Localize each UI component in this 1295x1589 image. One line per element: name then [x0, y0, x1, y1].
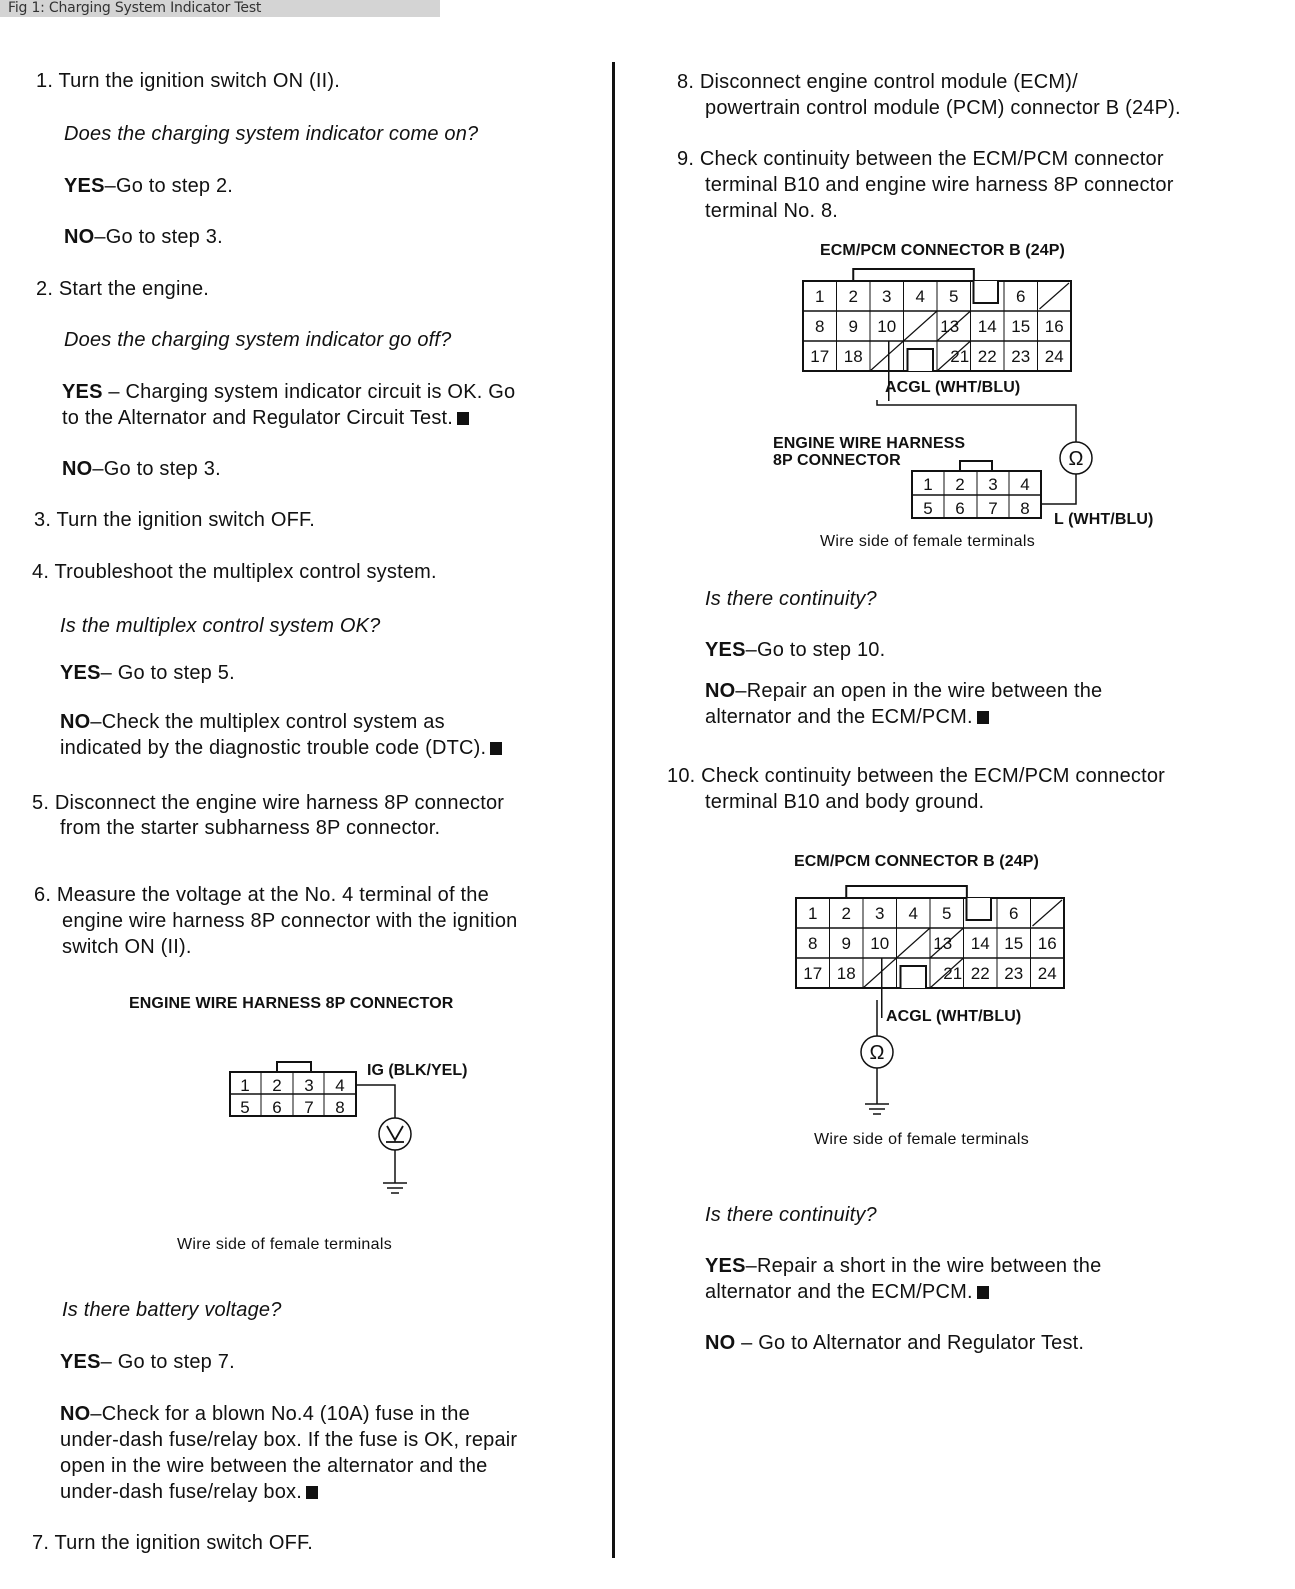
step-text: Turn the ignition switch OFF.	[54, 1532, 313, 1554]
dash: –	[741, 1332, 753, 1354]
step-3	[34, 507, 315, 533]
voltage-test-diagram	[225, 1055, 485, 1205]
step-10	[667, 763, 1165, 789]
terminal-18: 18	[836, 964, 856, 983]
step-4-question: Is the multiplex control system OK?	[60, 615, 381, 637]
no-label: NO	[705, 680, 736, 702]
volt-symbol-icon	[386, 1126, 404, 1142]
connector-latch	[846, 886, 967, 898]
terminal-21: 21	[950, 347, 970, 366]
yes-label: YES	[60, 662, 101, 684]
terminal-3: 3	[882, 287, 892, 306]
step-6-no	[60, 1401, 470, 1427]
step-text: Disconnect the engine wire harness 8P connector	[54, 792, 505, 814]
terminal-4: 4	[915, 287, 925, 306]
no-label: NO	[60, 1403, 91, 1425]
terminal-3: 3	[304, 1076, 314, 1095]
step-number: 6.	[34, 884, 52, 906]
terminal-14: 14	[977, 317, 997, 336]
terminal-24: 24	[1044, 347, 1064, 366]
step-6-no-cont2: open in the wire between the alternator and the	[60, 1455, 488, 1477]
caption-wire-side: Wire side of female terminals	[177, 1236, 392, 1253]
terminal-10: 10	[877, 317, 897, 336]
step-9-no-cont	[705, 704, 989, 730]
harness-title-line1: ENGINE WIRE HARNESS	[773, 435, 966, 452]
dash: –	[100, 662, 112, 684]
dash: –	[745, 1255, 757, 1277]
dash: –	[94, 226, 106, 248]
step-1-no	[64, 224, 223, 250]
terminal-6: 6	[1009, 904, 1019, 923]
ohm-symbol-icon: Ω	[869, 1042, 885, 1064]
step-9	[677, 146, 1164, 172]
no-text: Check for a blown No.4 (10A) fuse in the	[101, 1403, 470, 1425]
no-label: NO	[60, 711, 91, 733]
no-text-cont: under-dash fuse/relay box.	[60, 1481, 303, 1503]
step-text: Turn the ignition switch ON (II).	[58, 70, 341, 92]
step-8	[677, 69, 1078, 95]
terminal-17: 17	[803, 964, 823, 983]
terminal-4: 4	[908, 904, 918, 923]
end-marker-icon	[490, 742, 502, 755]
terminal-2: 2	[848, 287, 858, 306]
yes-text-cont: to the Alternator and Regulator Circuit Test.	[62, 407, 454, 429]
step-4-yes	[60, 660, 235, 686]
terminal-1: 1	[240, 1076, 250, 1095]
step-7	[32, 1530, 313, 1556]
terminal-9: 9	[841, 934, 851, 953]
caption-wire-side-1: Wire side of female terminals	[820, 533, 1035, 550]
no-label: NO	[62, 458, 93, 480]
step-6	[34, 882, 489, 908]
terminal-1: 1	[808, 904, 818, 923]
terminal-23: 23	[1004, 964, 1024, 983]
terminal-2: 2	[272, 1076, 282, 1095]
yes-label: YES	[62, 381, 103, 403]
terminal-7: 7	[988, 499, 998, 518]
terminal-5: 5	[240, 1098, 250, 1117]
step-2-yes-cont	[62, 405, 469, 431]
yes-label: YES	[64, 175, 105, 197]
yes-label: YES	[705, 1255, 746, 1277]
step-text: Start the engine.	[58, 278, 210, 300]
terminal-4: 4	[1020, 475, 1030, 494]
step-1-question: Does the charging system indicator come on?	[64, 123, 479, 145]
step-text: Turn the ignition switch OFF.	[56, 509, 315, 531]
no-text: Go to Alternator and Regulator Test.	[758, 1332, 1085, 1354]
yes-text-cont: alternator and the ECM/PCM.	[705, 1281, 973, 1303]
step-number: 3.	[34, 509, 52, 531]
step-9-cont1: terminal B10 and engine wire harness 8P connector	[705, 174, 1174, 196]
step-9-question: Is there continuity?	[705, 588, 877, 610]
terminal-13: 13	[933, 934, 953, 953]
ohm-symbol-icon: Ω	[1068, 448, 1084, 470]
step-8-cont: powertrain control module (PCM) connector B (24P).	[705, 97, 1181, 119]
terminal-23: 23	[1011, 347, 1031, 366]
continuity-wiring-2	[850, 1000, 910, 1130]
terminal-6: 6	[1016, 287, 1026, 306]
terminal-8: 8	[1020, 499, 1030, 518]
terminal-21: 21	[943, 964, 963, 983]
step-6-yes	[60, 1349, 235, 1375]
step-1-yes	[64, 173, 233, 199]
harness-title-line2: 8P CONNECTOR	[773, 452, 901, 469]
terminal-24: 24	[1037, 964, 1057, 983]
yes-text: Go to step 10.	[756, 639, 886, 661]
step-2-yes	[62, 379, 515, 405]
diagram-title-8p: ENGINE WIRE HARNESS 8P CONNECTOR	[129, 995, 454, 1012]
terminal-16: 16	[1044, 317, 1064, 336]
no-text: Go to step 3.	[105, 226, 223, 248]
terminal-5: 5	[949, 287, 959, 306]
no-text: Repair an open in the wire between the	[746, 680, 1103, 702]
terminal-17: 17	[810, 347, 830, 366]
step-9-yes	[705, 637, 885, 663]
figure-title: Fig 1: Charging System Indicator Test	[8, 0, 262, 16]
terminal-6: 6	[272, 1098, 282, 1117]
connector-latch	[277, 1062, 311, 1072]
step-10-cont: terminal B10 and body ground.	[705, 791, 985, 813]
step-6-cont2: switch ON (II).	[62, 936, 192, 958]
terminal-8: 8	[815, 317, 825, 336]
step-2-no	[62, 456, 221, 482]
step-9-cont2: terminal No. 8.	[705, 200, 839, 222]
caption-wire-side-2: Wire side of female terminals	[814, 1131, 1029, 1148]
step-number: 4.	[32, 561, 50, 583]
step-2-question: Does the charging system indicator go off?	[64, 329, 452, 351]
step-1	[36, 68, 340, 94]
step-number: 9.	[677, 148, 695, 170]
terminal-8: 8	[335, 1098, 345, 1117]
step-number: 5.	[32, 792, 50, 814]
terminal-1: 1	[815, 287, 825, 306]
dash: –	[90, 711, 102, 733]
terminal-22: 22	[970, 964, 990, 983]
terminal-15: 15	[1004, 934, 1024, 953]
step-6-no-cont1: under-dash fuse/relay box. If the fuse is OK, repair	[60, 1429, 518, 1451]
step-text: Measure the voltage at the No. 4 terminal of the	[56, 884, 489, 906]
dash: –	[104, 175, 116, 197]
wire	[356, 1085, 411, 1193]
end-marker-icon	[977, 1286, 989, 1299]
step-number: 8.	[677, 71, 695, 93]
voltmeter-icon	[379, 1118, 411, 1150]
step-text: Check continuity between the ECM/PCM connector	[701, 765, 1166, 787]
dash: –	[92, 458, 104, 480]
terminal-1: 1	[923, 475, 933, 494]
step-4	[32, 559, 437, 585]
step-4-no-cont	[60, 735, 502, 761]
end-marker-icon	[977, 711, 989, 724]
acgl-wire-label-2: ACGL (WHT/BLU)	[886, 1008, 1022, 1025]
column-divider	[612, 62, 615, 1558]
dash: –	[90, 1403, 102, 1425]
step-10-no	[705, 1330, 1084, 1356]
step-2	[36, 276, 209, 302]
yes-text: Go to step 5.	[117, 662, 235, 684]
no-text-cont: indicated by the diagnostic trouble code (DTC).	[60, 737, 487, 759]
yes-text: Repair a short in the wire between the	[756, 1255, 1102, 1277]
terminal-5: 5	[923, 499, 933, 518]
terminal-7: 7	[304, 1098, 314, 1117]
yes-label: YES	[705, 639, 746, 661]
step-5-cont: from the starter subharness 8P connector.	[60, 817, 441, 839]
terminal-2: 2	[955, 475, 965, 494]
yes-text: Go to step 2.	[115, 175, 234, 197]
no-label: NO	[705, 1332, 736, 1354]
yes-text: Charging system indicator circuit is OK. Go	[125, 381, 516, 403]
end-marker-icon	[306, 1486, 318, 1499]
figure-title-bar	[0, 0, 440, 17]
connector-latch	[853, 269, 974, 281]
ig-wire-label: IG (BLK/YEL)	[367, 1062, 468, 1079]
yes-text: Go to step 7.	[117, 1351, 235, 1373]
terminal-6: 6	[955, 499, 965, 518]
no-text: Go to step 3.	[103, 458, 221, 480]
step-5	[32, 790, 504, 816]
dash: –	[100, 1351, 112, 1373]
step-10-yes-cont	[705, 1279, 989, 1305]
step-6-cont1: engine wire harness 8P connector with the ignition	[62, 910, 518, 932]
harness-8p-connector	[905, 455, 1055, 525]
terminal-4: 4	[335, 1076, 345, 1095]
dash: –	[745, 639, 757, 661]
terminal-15: 15	[1011, 317, 1031, 336]
dash: –	[735, 680, 747, 702]
terminal-13: 13	[940, 317, 960, 336]
terminal-10: 10	[870, 934, 890, 953]
step-number: 7.	[32, 1532, 50, 1554]
step-number: 1.	[36, 70, 54, 92]
step-10-question: Is there continuity?	[705, 1204, 877, 1226]
terminal-2: 2	[841, 904, 851, 923]
terminal-18: 18	[843, 347, 863, 366]
l-wire-label: L (WHT/BLU)	[1054, 511, 1154, 528]
no-text: Check the multiplex control system as	[101, 711, 445, 733]
terminal-5: 5	[942, 904, 952, 923]
terminal-22: 22	[977, 347, 997, 366]
connector-latch	[960, 461, 992, 471]
no-label: NO	[64, 226, 95, 248]
step-4-no	[60, 709, 445, 735]
end-marker-icon	[457, 412, 469, 425]
step-6-no-cont3	[60, 1479, 318, 1505]
step-6-question: Is there battery voltage?	[62, 1299, 282, 1321]
step-number: 10.	[667, 765, 696, 787]
acgl-wire-label-1: ACGL (WHT/BLU)	[885, 379, 1021, 396]
terminal-3: 3	[875, 904, 885, 923]
no-text-cont: alternator and the ECM/PCM.	[705, 706, 973, 728]
yes-label: YES	[60, 1351, 101, 1373]
terminal-8: 8	[808, 934, 818, 953]
step-9-no	[705, 678, 1102, 704]
step-text: Disconnect engine control module (ECM)/	[699, 71, 1078, 93]
terminal-14: 14	[970, 934, 990, 953]
ecm-connector-title-1: ECM/PCM CONNECTOR B (24P)	[820, 242, 1065, 259]
terminal-3: 3	[988, 475, 998, 494]
terminal-16: 16	[1037, 934, 1057, 953]
dash: –	[108, 381, 120, 403]
terminal-9: 9	[848, 317, 858, 336]
step-text: Check continuity between the ECM/PCM connector	[699, 148, 1164, 170]
step-number: 2.	[36, 278, 54, 300]
step-text: Troubleshoot the multiplex control system.	[54, 561, 437, 583]
step-10-yes	[705, 1253, 1101, 1279]
ecm-connector-title-2: ECM/PCM CONNECTOR B (24P)	[794, 853, 1039, 870]
